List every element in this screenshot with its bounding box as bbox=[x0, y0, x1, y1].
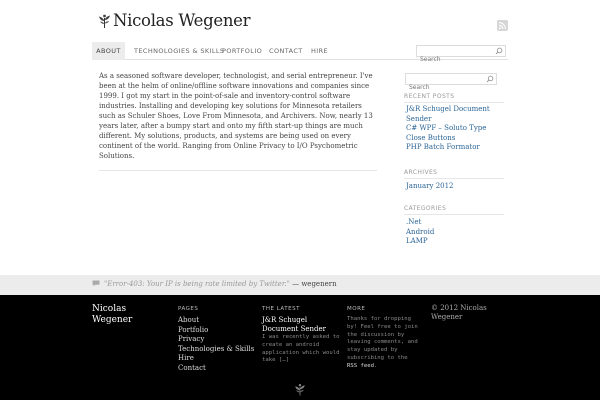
recent-post-link[interactable]: J&R Schugel Document Sender bbox=[406, 105, 490, 123]
footer-pages-column bbox=[178, 306, 254, 373]
search-icon[interactable] bbox=[495, 47, 503, 55]
leaf-logo-icon bbox=[98, 13, 111, 29]
footer-page-link[interactable]: Portfolio bbox=[178, 325, 209, 334]
rss-icon[interactable] bbox=[497, 20, 508, 31]
tweet-body: "Error-403: Your IP is being rate limited by Twitter." bbox=[104, 280, 290, 288]
footer-page-link[interactable]: Privacy bbox=[178, 335, 205, 343]
sidebar-search-input[interactable] bbox=[406, 83, 486, 93]
twitter-quote-bar bbox=[0, 275, 600, 295]
footer-pages-heading: PAGES bbox=[178, 306, 199, 312]
category-link[interactable]: Android bbox=[406, 227, 435, 236]
footer-brand: Nicolas Wegener bbox=[92, 304, 133, 325]
categories-heading: CATEGORIES bbox=[404, 205, 504, 215]
footer-pages-list bbox=[178, 316, 254, 373]
tweet-dash: — bbox=[289, 280, 302, 288]
rss-glyph-icon bbox=[498, 21, 507, 30]
search-icon[interactable] bbox=[486, 75, 494, 83]
archives-heading: ARCHIVES bbox=[404, 169, 504, 179]
sidebar-search-box bbox=[405, 73, 497, 85]
category-link[interactable]: LAMP bbox=[406, 237, 428, 245]
nav-item-technologies[interactable]: TECHNOLOGIES & SKILLS bbox=[134, 47, 225, 55]
footer-more-end: . bbox=[373, 362, 378, 369]
footer-latest-post-excerpt: I was recently asked to create an android application which would take […] bbox=[262, 334, 340, 364]
footer-page-link[interactable]: Contact bbox=[178, 363, 206, 372]
category-link[interactable]: .Net bbox=[406, 218, 422, 226]
nav-item-contact[interactable]: CONTACT bbox=[269, 47, 303, 55]
footer-more-body: Thanks for dropping by! Feel free to join the discussion by leaving comments, and stay updated by subscribing to the bbox=[347, 316, 418, 361]
footer-latest-post-title[interactable]: J&R Schugel Document Sender bbox=[262, 316, 326, 333]
footer-more-text bbox=[347, 316, 421, 371]
site-footer bbox=[0, 295, 600, 400]
nav-item-hire[interactable]: HIRE bbox=[311, 47, 329, 55]
site-logo[interactable] bbox=[98, 11, 250, 30]
footer-latest-column bbox=[262, 306, 340, 365]
footer-more-heading: MORE bbox=[347, 306, 366, 312]
nav-search-input[interactable] bbox=[417, 55, 495, 65]
nav-item-about[interactable]: ABOUT bbox=[92, 42, 125, 60]
archive-link[interactable]: January 2012 bbox=[406, 182, 454, 190]
main-nav bbox=[92, 42, 508, 60]
site-title: Nicolas Wegener bbox=[113, 11, 251, 30]
footer-latest-heading: THE LATEST bbox=[262, 306, 300, 312]
nav-item-portfolio[interactable]: PORTFOLIO bbox=[222, 47, 263, 55]
nav-search-box bbox=[416, 45, 506, 57]
recent-post-link[interactable]: C# WPF – Soluto Type Close Buttons bbox=[406, 124, 487, 142]
footer-page-link[interactable]: About bbox=[178, 316, 200, 324]
tweet-author-link[interactable]: wegenern bbox=[301, 280, 337, 288]
speech-bubble-icon bbox=[92, 280, 100, 287]
archives-list bbox=[406, 182, 506, 192]
recent-posts-list bbox=[406, 105, 506, 153]
footer-leaf-icon bbox=[294, 383, 306, 396]
content-divider bbox=[99, 170, 377, 171]
footer-rss-link[interactable]: RSS feed bbox=[347, 362, 374, 369]
categories-list bbox=[406, 218, 506, 247]
footer-copyright: © 2012 Nicolas Wegener bbox=[431, 304, 487, 321]
footer-page-link[interactable]: Hire bbox=[178, 354, 194, 362]
site-header bbox=[0, 0, 600, 42]
recent-posts-heading: RECENT POSTS bbox=[404, 93, 504, 103]
tweet-text bbox=[104, 280, 337, 288]
footer-more-column bbox=[347, 306, 421, 371]
about-paragraph: As a seasoned software developer, technologist, and serial entrepreneur. I've been at the helm of online/offline software innovations and companies since 1999. I got my start in the point-of-sale and inventory-control software industries. Installing and developing key solutions for Minnesota retailers such as Schuler Shoes, Love From Minnesota, and Archivers. Now, nearly 13 years later, after a bumpy start and onto my fifth start-up things are much different. My solutions, products, and systems are being used on every continent of the world. Ranging from Online Privacy to I/O Psychometric Solutions. bbox=[99, 72, 373, 160]
footer-page-link[interactable]: Technologies & Skills bbox=[178, 344, 255, 353]
recent-post-link[interactable]: PHP Batch Formator bbox=[406, 143, 480, 151]
